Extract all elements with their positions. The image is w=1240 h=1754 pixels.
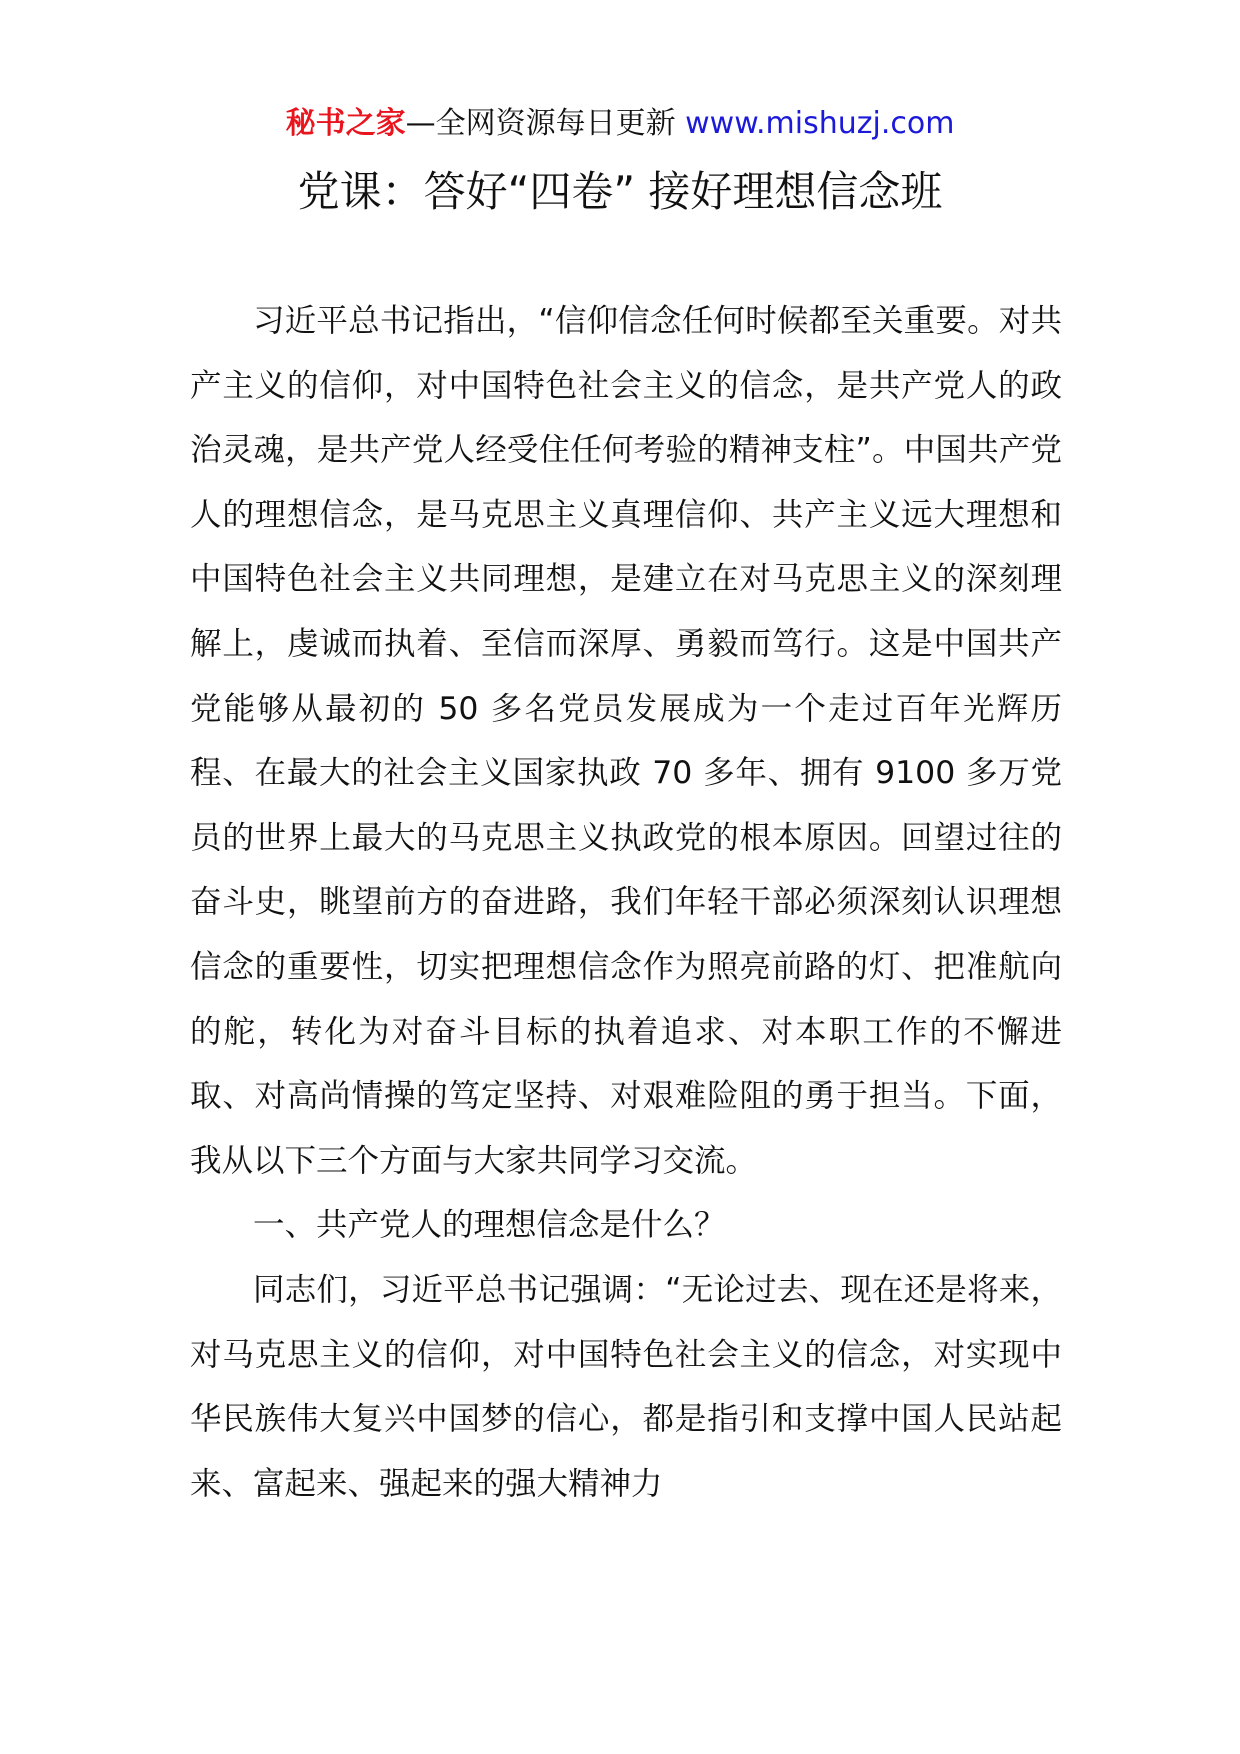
site-tagline: —全网资源每日更新 [405,106,676,141]
section-1-paragraph: 同志们，习近平总书记强调：“无论过去、现在还是将来，对马克思主义的信仰，对中国特色社会主义的信念，对实现中华民族伟大复兴中国梦的信心，都是指引和支撑中国人民站起来、富起来、强起来的强大精神力 [190,1271,1062,1502]
document-title: 党课：答好“四卷” 接好理想信念班 [297,167,943,216]
document-body [190,289,1062,1516]
site-url-link[interactable]: www.mishuzj.com [685,106,955,141]
section-heading-1: 一、共产党人的理想信念是什么？ [253,1207,726,1244]
intro-paragraph: 习近平总书记指出，“信仰信念任何时候都至关重要。对共产主义的信仰，对中国特色社会主义的信念，是共产党人的政治灵魂，是共产党人经受住任何考验的精神支柱”。中国共产党人的理想信念，是马克思主义真理信仰、共产主义远大理想和中国特色社会主义共同理想，是建立在对马克思主义的深刻理解上，虔诚而执着、至信而深厚、勇毅而笃行。这是中国共产党能够从最初的 50 多名党员发展成为一个走过百年光辉历程、在最大的社会主义国家执政 70 多年、拥有 9100 多万党员的世界上最大的马克思主义执政党的根本原因。回望过往的奋斗史，眺望前方的奋进路，我们年轻干部必须深刻认识理想信念的重要性，切实把理想信念作为照亮前路的灯、把准航向的舵，转化为对奋斗目标的执着追求、对本职工作的不懈进取、对高尚情操的笃定坚持、对艰难险阻的勇于担当。下面，我从以下三个方面与大家共同学习交流。 [190,303,1062,1179]
site-brand: 秘书之家 [285,106,406,141]
site-header [0,104,1240,144]
